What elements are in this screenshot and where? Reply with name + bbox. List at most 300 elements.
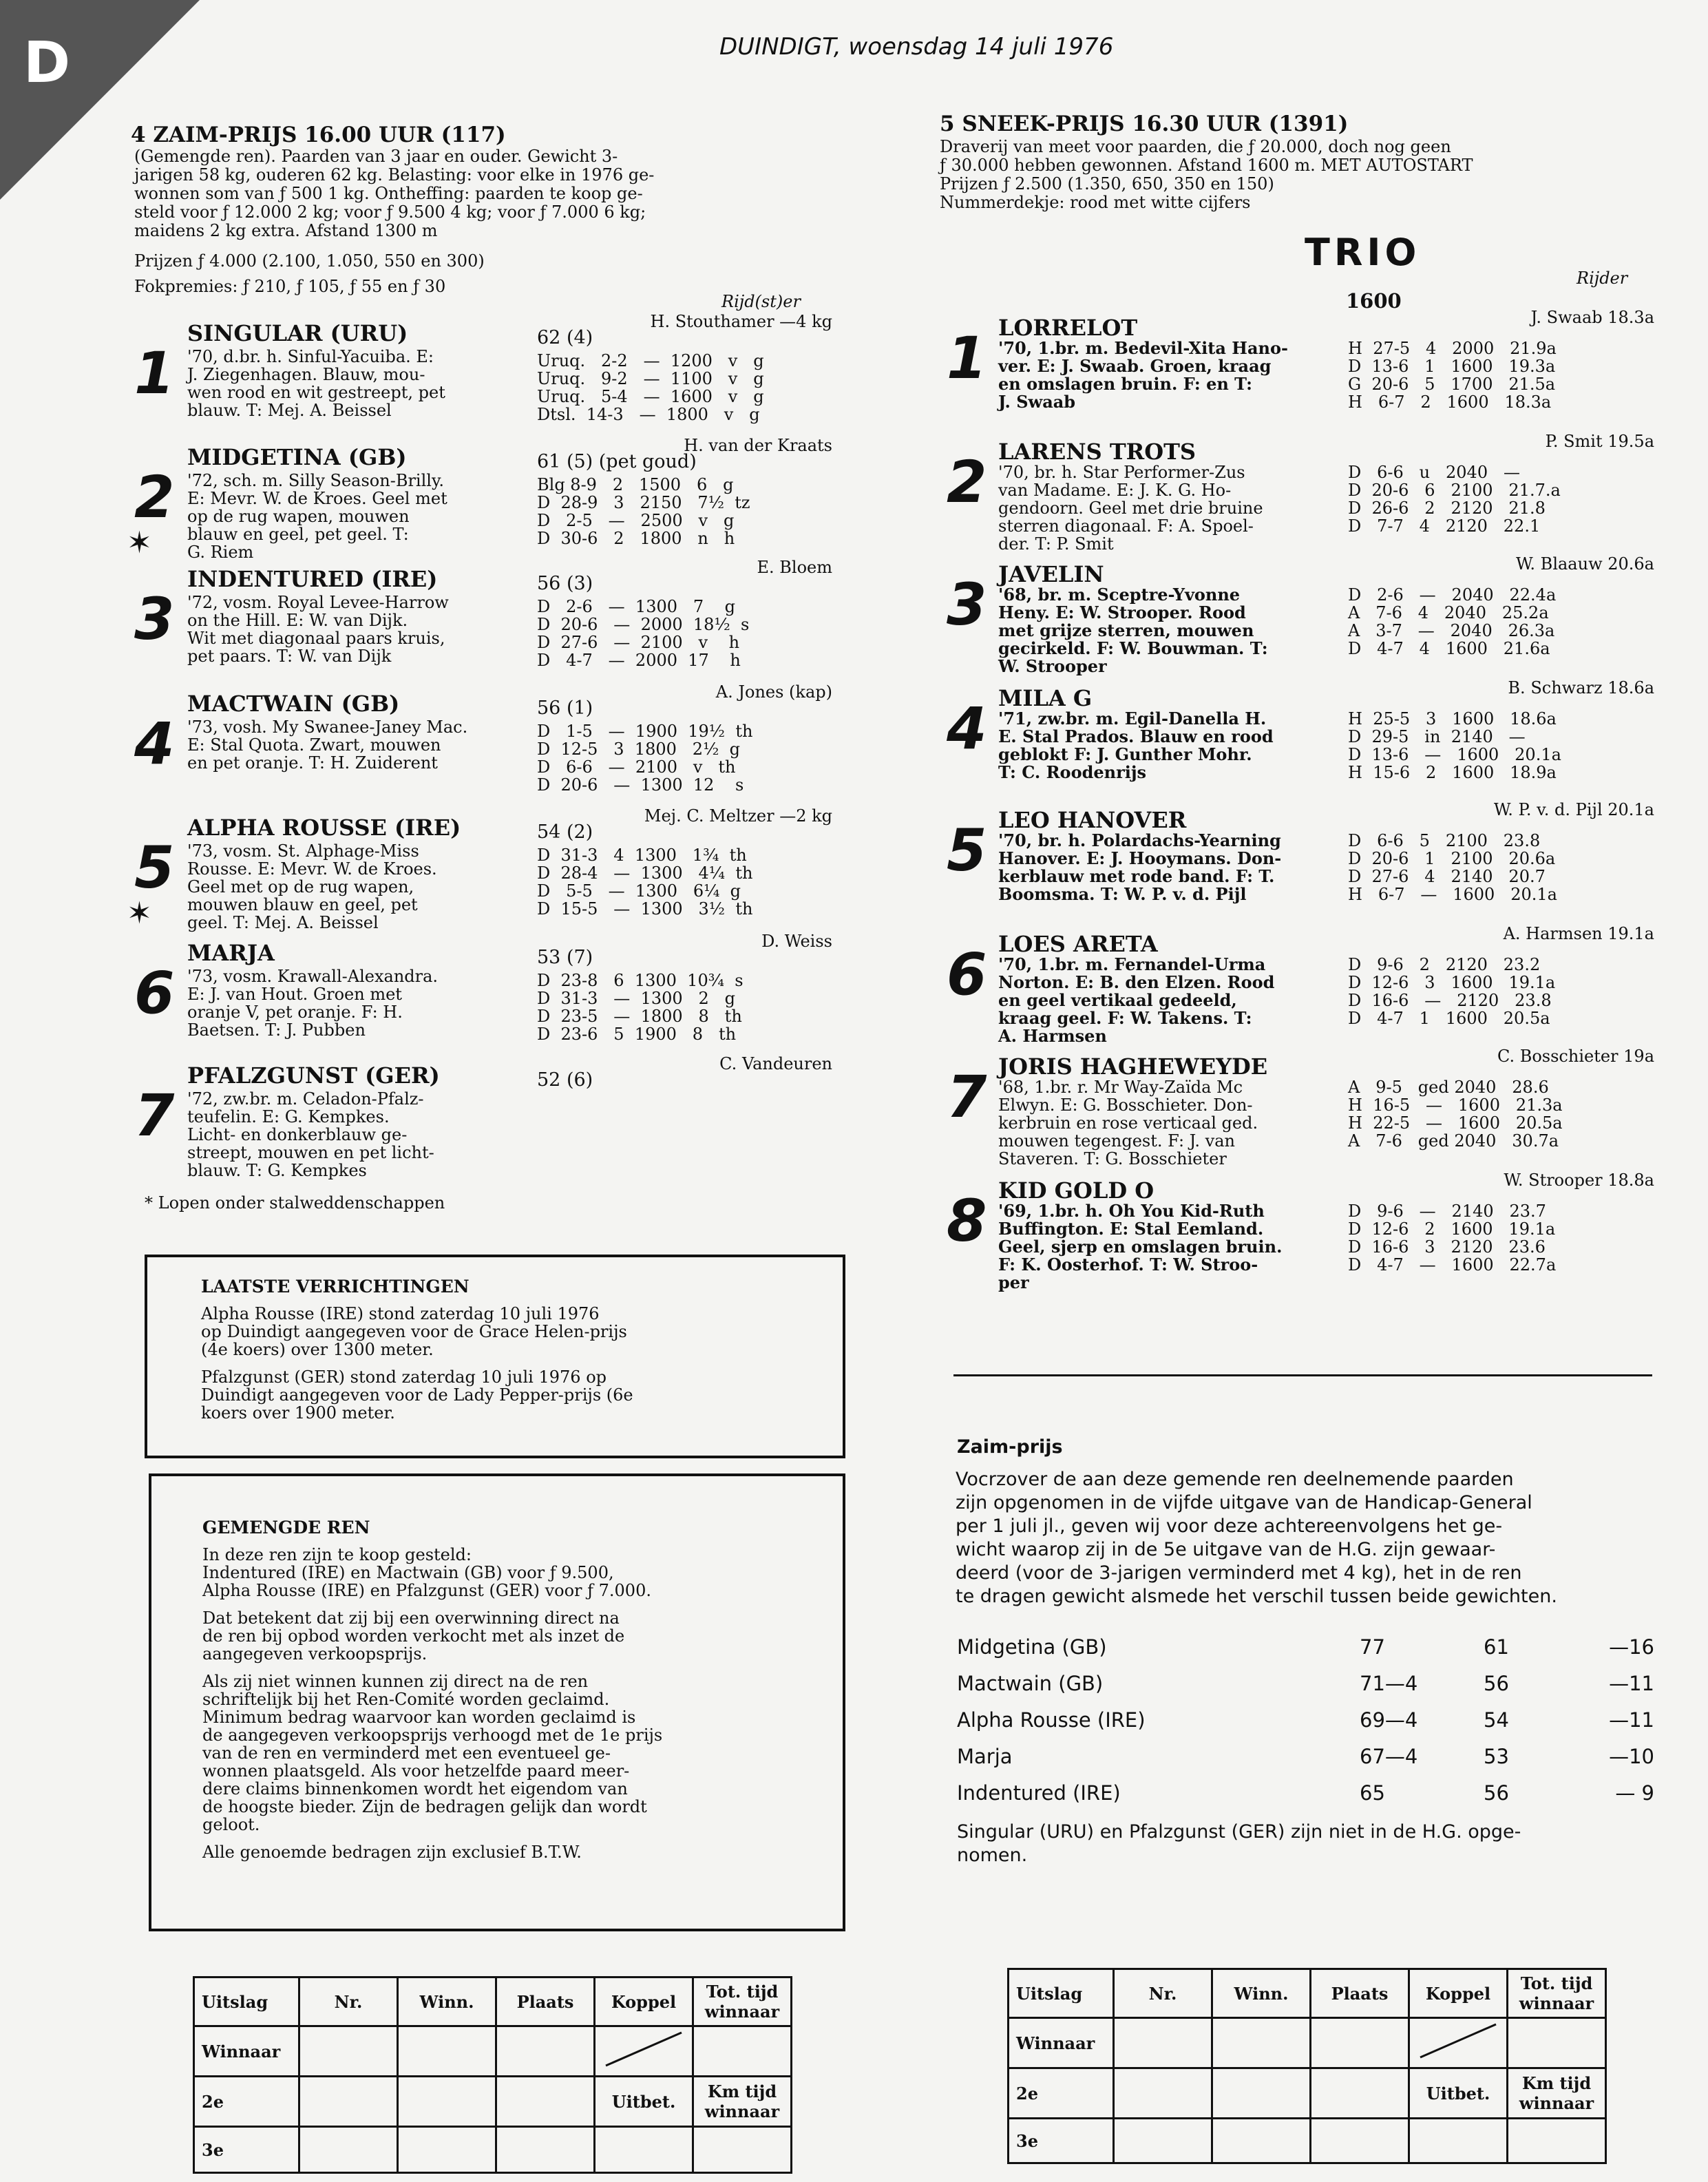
weight-draw: 54 (2) bbox=[537, 821, 593, 843]
run-line: D 2-6 — 1300 7 g bbox=[537, 597, 736, 616]
run-line: D 6-6 5 2100 23.8 bbox=[1348, 831, 1541, 850]
rider-name: D. Weiss bbox=[761, 932, 832, 951]
note-line: Singular (URU) en Pfalzgunst (GER) zijn niet in de H.G. opge- bbox=[957, 1821, 1521, 1843]
box-line: Minimum bedrag waarvoor kan worden geclaimd is bbox=[202, 1708, 636, 1727]
info-line: E. Stal Prados. Blauw en rood bbox=[998, 726, 1274, 746]
blank-cell[interactable] bbox=[693, 2026, 792, 2077]
info-line: '68, br. m. Sceptre-Yvonne bbox=[998, 585, 1241, 605]
form-runs bbox=[537, 476, 750, 547]
info-line: der. T: P. Smit bbox=[998, 534, 1114, 554]
entry-number: 2 bbox=[134, 463, 175, 531]
rider-name: Mej. C. Meltzer —2 kg bbox=[644, 806, 832, 826]
entry-number: 5 bbox=[947, 817, 987, 884]
run-line: D 30-6 2 1800 n h bbox=[537, 529, 735, 548]
rider-name: P. Smit 19.5a bbox=[1545, 432, 1654, 451]
horse-name: INDENTURED (IRE) bbox=[187, 566, 438, 592]
run-line: D 12-6 2 1600 19.1a bbox=[1348, 1219, 1556, 1239]
result-row-label[interactable]: Winnaar bbox=[1009, 2018, 1114, 2068]
info-line: Norton. E: B. den Elzen. Rood bbox=[998, 972, 1275, 992]
info-line: pet paars. T: W. van Dijk bbox=[187, 647, 392, 666]
form-runs bbox=[537, 352, 764, 423]
horse-name: PFALZGUNST (GER) bbox=[187, 1062, 440, 1089]
blank-cell[interactable] bbox=[1114, 2119, 1212, 2163]
run-line: D 28-9 3 2150 7½ tz bbox=[537, 493, 750, 512]
trio-label: TRIO bbox=[1305, 231, 1421, 274]
result-row bbox=[194, 2077, 792, 2127]
stable-star-icon: ✶ bbox=[127, 896, 152, 931]
run-line: H 6-7 — 1600 20.1a bbox=[1348, 885, 1557, 904]
run-line: D 20-6 1 2100 20.6a bbox=[1348, 849, 1556, 868]
result-row-label[interactable]: 2e bbox=[194, 2077, 299, 2127]
laatste-verrichtingen-box bbox=[145, 1255, 845, 1458]
info-line: on the Hill. E: W. van Dijk. bbox=[187, 611, 408, 630]
weight-draw: 53 (7) bbox=[537, 947, 593, 968]
horse-info bbox=[187, 842, 437, 932]
info-line: Hanover. E: J. Hooymans. Don- bbox=[998, 848, 1282, 868]
info-line: kerbruin en rose verticaal ged. bbox=[998, 1113, 1258, 1133]
condition-line: Draverij van meet voor paarden, die ƒ 20.000, doch nog geen bbox=[940, 137, 1451, 156]
info-line: op de rug wapen, mouwen bbox=[187, 507, 410, 526]
info-line: '68, 1.br. r. Mr Way-Zaïda Mc bbox=[998, 1078, 1243, 1097]
blank-cell[interactable] bbox=[1114, 2068, 1212, 2119]
horse-name: MIDGETINA (GB) bbox=[187, 444, 407, 470]
horse-name: MILA G bbox=[998, 685, 1093, 711]
hg-diff: — 9 bbox=[1615, 1781, 1654, 1805]
blank-cell[interactable] bbox=[496, 2127, 595, 2173]
entry-number: 1 bbox=[134, 339, 175, 407]
horse-info bbox=[187, 472, 447, 561]
weight-draw: 56 (1) bbox=[537, 697, 593, 719]
horse-info bbox=[187, 1090, 434, 1179]
race5-conditions bbox=[940, 138, 1473, 212]
info-line: streept, mouwen en pet licht- bbox=[187, 1143, 434, 1162]
blank-cell[interactable] bbox=[1508, 2119, 1606, 2163]
rider-name: A. Jones (kap) bbox=[715, 682, 832, 702]
result-header-cell: Uitslag bbox=[194, 1978, 299, 2026]
hg-carry: 53 bbox=[1484, 1745, 1509, 1768]
horse-name: LORRELOT bbox=[998, 315, 1138, 341]
info-line: gendoorn. Geel met drie bruine bbox=[998, 499, 1263, 518]
run-line: D 31-3 4 1300 1¾ th bbox=[537, 846, 747, 865]
stable-star-icon: ✶ bbox=[127, 525, 152, 560]
weight-draw: 52 (6) bbox=[537, 1069, 593, 1091]
race5-rider-header: Rijder bbox=[1577, 269, 1628, 288]
run-line: D 31-3 — 1300 2 g bbox=[537, 989, 736, 1008]
run-line: D 2-5 — 2500 v g bbox=[537, 511, 735, 530]
info-line: '70, 1.br. m. Bedevil-Xita Hano- bbox=[998, 338, 1288, 358]
horse-info bbox=[998, 832, 1281, 903]
run-line: H 15-6 2 1600 18.9a bbox=[1348, 763, 1557, 782]
info-line: en pet oranje. T: H. Zuiderent bbox=[187, 753, 438, 773]
run-line: D 26-6 2 2120 21.8 bbox=[1348, 499, 1546, 518]
run-line: D 20-6 6 2100 21.7.a bbox=[1348, 481, 1561, 500]
box-line: wonnen plaatsgeld. Als voor hetzelfde paard meer- bbox=[202, 1761, 630, 1781]
result-row-label[interactable]: Winnaar bbox=[194, 2026, 299, 2077]
hg-horse: Indentured (IRE) bbox=[957, 1781, 1121, 1805]
run-line: H 27-5 4 2000 21.9a bbox=[1348, 339, 1557, 358]
box-paragraph bbox=[202, 1609, 829, 1663]
horse-info bbox=[998, 710, 1274, 781]
box-paragraph bbox=[201, 1305, 821, 1358]
info-line: Rousse. E: Mevr. W. de Kroes. bbox=[187, 859, 437, 879]
box-line: Alpha Rousse (IRE) stond zaterdag 10 juli 1976 bbox=[201, 1304, 600, 1323]
box-line: Als zij niet winnen kunnen zij direct na de ren bbox=[202, 1672, 589, 1691]
blank-cell[interactable] bbox=[398, 2026, 496, 2077]
form-runs bbox=[537, 972, 744, 1043]
blank-cell[interactable] bbox=[1311, 2018, 1409, 2068]
race4-heading: 4 ZAIM-PRIJS 16.00 UUR (117) bbox=[131, 123, 506, 147]
slash-mark bbox=[1413, 2020, 1503, 2062]
condition-line: maidens 2 kg extra. Afstand 1300 m bbox=[134, 221, 438, 240]
entry-number: 6 bbox=[947, 941, 987, 1008]
horse-name: LARENS TROTS bbox=[998, 439, 1196, 465]
info-line: '71, zw.br. m. Egil-Danella H. bbox=[998, 709, 1267, 728]
run-line: D 13-6 1 1600 19.3a bbox=[1348, 357, 1556, 376]
horse-name: KID GOLD O bbox=[998, 1177, 1155, 1204]
race4-rider-header: Rijd(st)er bbox=[721, 292, 801, 311]
result-row-label[interactable]: 2e bbox=[1009, 2068, 1114, 2119]
blank-cell[interactable] bbox=[398, 2127, 496, 2173]
entry-number: 7 bbox=[947, 1063, 987, 1131]
run-line: D 27-6 4 2140 20.7 bbox=[1348, 867, 1546, 886]
box-line: dere claims binnenkomen wordt het eigendom van bbox=[202, 1779, 628, 1798]
result-row bbox=[194, 2127, 792, 2173]
horse-info bbox=[187, 718, 467, 772]
info-line: '70, 1.br. m. Fernandel-Urma bbox=[998, 954, 1266, 974]
horse-info bbox=[187, 967, 438, 1039]
result-row-label[interactable]: 3e bbox=[1009, 2119, 1114, 2163]
note-line: nomen. bbox=[957, 1845, 1028, 1866]
box-line: de hoogste bieder. Zijn de bedragen gelijk dan wordt bbox=[202, 1797, 647, 1816]
info-line: met grijze sterren, mouwen bbox=[998, 620, 1254, 640]
blank-cell[interactable] bbox=[1311, 2068, 1409, 2119]
run-line: H 25-5 3 1600 18.6a bbox=[1348, 709, 1557, 728]
box-line: (4e koers) over 1300 meter. bbox=[201, 1340, 434, 1359]
note-line: te dragen gewicht alsmede het verschil tussen beide gewichten. bbox=[956, 1586, 1557, 1607]
blank-cell[interactable] bbox=[496, 2026, 595, 2077]
hg-carry: 56 bbox=[1484, 1781, 1509, 1805]
run-line: Blg 8-9 2 1500 6 g bbox=[537, 475, 734, 494]
info-line: van Madame. E: J. K. G. Ho- bbox=[998, 481, 1232, 500]
box-line: Pfalzgunst (GER) stond zaterdag 10 juli 1976 op bbox=[201, 1367, 607, 1387]
blank-cell[interactable] bbox=[496, 2077, 595, 2127]
box-line: Alpha Rousse (IRE) en Pfalzgunst (GER) voor ƒ 7.000. bbox=[202, 1581, 651, 1600]
hg-carry: 56 bbox=[1484, 1672, 1509, 1695]
note-line: wicht waarop zij in de 5e uitgave van de H.G. zijn gewaar- bbox=[956, 1539, 1496, 1560]
horse-info bbox=[998, 1078, 1258, 1168]
run-line: D 4-7 — 1600 22.7a bbox=[1348, 1255, 1557, 1274]
info-line: Geel, sjerp en omslagen bruin. bbox=[998, 1237, 1283, 1257]
run-line: D 20-6 — 1300 12 s bbox=[537, 775, 744, 795]
run-line: H 6-7 2 1600 18.3a bbox=[1348, 392, 1552, 412]
info-line: T: C. Roodenrijs bbox=[998, 762, 1147, 782]
box-line: Duindigt aangegeven voor de Lady Pepper-prijs (6e bbox=[201, 1385, 633, 1405]
result-header-cell: Nr. bbox=[299, 1978, 398, 2026]
run-line: D 12-6 3 1600 19.1a bbox=[1348, 973, 1556, 992]
rider-name: H. van der Kraats bbox=[684, 436, 832, 455]
result-row-label[interactable]: 3e bbox=[194, 2127, 299, 2173]
run-line: Uruq. 5-4 — 1600 v g bbox=[537, 387, 764, 406]
condition-line: Prijzen ƒ 2.500 (1.350, 650, 350 en 150) bbox=[940, 174, 1274, 193]
result-header-cell: Tot. tijd winnaar bbox=[1508, 1969, 1606, 2018]
run-line: D 1-5 — 1900 19½ th bbox=[537, 722, 753, 741]
box-paragraph bbox=[202, 1546, 829, 1599]
entry-number: 4 bbox=[134, 710, 175, 777]
run-line: D 9-6 — 2140 23.7 bbox=[1348, 1202, 1546, 1221]
blank-cell[interactable] bbox=[1409, 2119, 1508, 2163]
horse-name: LEO HANOVER bbox=[998, 807, 1187, 833]
rider-name: H. Stouthamer —4 kg bbox=[650, 312, 832, 331]
horse-info bbox=[998, 1202, 1282, 1292]
info-line: per bbox=[998, 1272, 1029, 1292]
result-header-cell: Koppel bbox=[595, 1978, 693, 2026]
run-line: D 20-6 — 2000 18½ s bbox=[537, 615, 750, 634]
blank-cell[interactable] bbox=[1311, 2119, 1409, 2163]
run-line: D 6-6 u 2040 — bbox=[1348, 463, 1520, 482]
run-line: A 7-6 4 2040 25.2a bbox=[1348, 603, 1549, 622]
info-line: Heny. E: W. Strooper. Rood bbox=[998, 602, 1246, 622]
form-runs bbox=[537, 598, 749, 669]
uitbet-cell: Uitbet. bbox=[1409, 2068, 1508, 2119]
info-line: F: K. Oosterhof. T: W. Stroo- bbox=[998, 1255, 1258, 1274]
info-line: teufelin. E: G. Kempkes. bbox=[187, 1107, 390, 1126]
result-header-cell: Uitslag bbox=[1009, 1969, 1114, 2018]
run-line: D 23-8 6 1300 10¾ s bbox=[537, 971, 744, 990]
divider-line bbox=[953, 1374, 1652, 1376]
entry-number: 3 bbox=[134, 585, 175, 653]
result-header-cell: Winn. bbox=[398, 1978, 496, 2026]
info-line: W. Strooper bbox=[998, 656, 1107, 676]
run-line: D 13-6 — 1600 20.1a bbox=[1348, 745, 1561, 764]
info-line: J. Ziegenhagen. Blauw, mou- bbox=[187, 365, 425, 384]
run-line: A 7-6 ged 2040 30.7a bbox=[1348, 1131, 1559, 1151]
run-line: Uruq. 9-2 — 1100 v g bbox=[537, 369, 764, 388]
slash-mark bbox=[599, 2028, 688, 2070]
blank-cell[interactable] bbox=[398, 2077, 496, 2127]
zaim-note-footer bbox=[957, 1821, 1521, 1867]
rider-name: C. Vandeuren bbox=[719, 1054, 832, 1073]
box-line: Indentured (IRE) en Mactwain (GB) voor ƒ 9.500, bbox=[202, 1563, 614, 1582]
rider-name: W. Blaauw 20.6a bbox=[1515, 554, 1654, 574]
race5-distance: 1600 bbox=[1346, 289, 1402, 313]
entry-number: 1 bbox=[947, 324, 987, 392]
info-line: '73, vosh. My Swanee-Janey Mac. bbox=[187, 717, 468, 737]
km-tijd-cell: Km tijd winnaar bbox=[1508, 2068, 1606, 2119]
info-line: wen rood en wit gestreept, pet bbox=[187, 383, 445, 402]
entry-number: 3 bbox=[947, 571, 987, 638]
hg-horse: Midgetina (GB) bbox=[957, 1635, 1107, 1659]
info-line: Licht- en donkerblauw ge- bbox=[187, 1125, 408, 1144]
horse-name: MARJA bbox=[187, 940, 275, 966]
entry-number: 6 bbox=[134, 959, 175, 1027]
run-line: H 22-5 — 1600 20.5a bbox=[1348, 1113, 1563, 1133]
box1-body bbox=[201, 1305, 821, 1422]
run-line: D 23-5 — 1800 8 th bbox=[537, 1007, 742, 1026]
run-line: A 9-5 ged 2040 28.6 bbox=[1348, 1078, 1549, 1097]
blank-cell[interactable] bbox=[299, 2077, 398, 2127]
blank-cell[interactable] bbox=[299, 2026, 398, 2077]
entry-number: 2 bbox=[947, 448, 987, 516]
hg-carry: 54 bbox=[1484, 1708, 1509, 1732]
weight-draw: 61 (5) (pet goud) bbox=[537, 451, 697, 472]
box-paragraph bbox=[202, 1672, 829, 1834]
masthead: DUINDIGT, woensdag 14 juli 1976 bbox=[719, 33, 1114, 61]
info-line: '70, d.br. h. Sinful-Yacuiba. E: bbox=[187, 347, 434, 366]
hg-diff: —11 bbox=[1609, 1708, 1654, 1732]
entry-number: 7 bbox=[134, 1082, 175, 1149]
run-line: Dtsl. 14-3 — 1800 v g bbox=[537, 405, 760, 424]
rider-name: A. Harmsen 19.1a bbox=[1503, 924, 1654, 943]
info-line: '70, br. h. Star Performer-Zus bbox=[998, 463, 1245, 482]
form-runs bbox=[1348, 339, 1557, 411]
run-line: D 4-7 4 1600 21.6a bbox=[1348, 639, 1550, 658]
race5-heading: 5 SNEEK-PRIJS 16.30 UUR (1391) bbox=[940, 112, 1349, 136]
condition-line: jarigen 58 kg, ouderen 62 kg. Belasting: voor elke in 1976 ge- bbox=[134, 165, 655, 185]
blank-cell[interactable] bbox=[693, 2127, 792, 2173]
run-line: D 27-6 — 2100 v h bbox=[537, 633, 740, 652]
blank-cell[interactable] bbox=[1212, 2119, 1311, 2163]
form-runs bbox=[1348, 1202, 1556, 1274]
note-line: deerd (voor de 3-jarigen verminderd met 4 kg), het in de ren bbox=[956, 1562, 1522, 1584]
form-runs bbox=[1348, 463, 1561, 535]
run-line: D 2-6 — 2040 22.4a bbox=[1348, 585, 1557, 605]
run-line: D 4-7 — 2000 17 h bbox=[537, 651, 741, 670]
uitbet-cell: Uitbet. bbox=[595, 2077, 693, 2127]
info-line: ver. E: J. Swaab. Groen, kraag bbox=[998, 356, 1272, 376]
run-line: D 16-6 3 2120 23.6 bbox=[1348, 1237, 1546, 1257]
horse-info bbox=[187, 594, 449, 665]
run-line: D 7-7 4 2120 22.1 bbox=[1348, 516, 1541, 536]
info-line: Boomsma. T: W. P. v. d. Pijl bbox=[998, 884, 1247, 904]
hg-horse: Mactwain (GB) bbox=[957, 1672, 1104, 1695]
info-line: '70, br. h. Polardachs-Yearning bbox=[998, 830, 1281, 850]
info-line: oranje V, pet oranje. F: H. bbox=[187, 1003, 403, 1022]
box-line: van de ren en verminderd met een eventueel ge- bbox=[202, 1743, 611, 1763]
condition-line: Nummerdekje: rood met witte cijfers bbox=[940, 193, 1251, 212]
info-line: mouwen blauw en geel, pet bbox=[187, 895, 418, 914]
result-header-row bbox=[194, 1978, 792, 2026]
box-paragraph bbox=[201, 1368, 821, 1422]
hg-diff: —10 bbox=[1609, 1745, 1654, 1768]
result-table bbox=[193, 1976, 792, 2174]
rider-name: J. Swaab 18.3a bbox=[1530, 308, 1654, 327]
info-line: Wit met diagonaal paars kruis, bbox=[187, 629, 445, 648]
run-line: D 29-5 in 2140 — bbox=[1348, 727, 1526, 746]
box-paragraph bbox=[202, 1843, 829, 1861]
form-runs bbox=[1348, 586, 1556, 658]
box-line: de aangegeven verkoopsprijs verhoogd met de 1e prijs bbox=[202, 1725, 663, 1745]
note-line: Vocrzover de aan deze gemende ren deelnemende paarden bbox=[956, 1469, 1514, 1490]
koppel-slash-cell bbox=[595, 2026, 693, 2077]
zaim-note-text bbox=[956, 1468, 1557, 1608]
info-line: '72, vosm. Royal Levee-Harrow bbox=[187, 593, 449, 612]
km-tijd-cell: Km tijd winnaar bbox=[693, 2077, 792, 2127]
info-line: '73, vosm. Krawall-Alexandra. bbox=[187, 967, 439, 986]
result-table bbox=[1007, 1968, 1607, 2164]
box1-title: LAATSTE VERRICHTINGEN bbox=[201, 1277, 470, 1297]
info-line: '72, sch. m. Silly Season-Brilly. bbox=[187, 471, 444, 490]
info-line: '73, vosm. St. Alphage-Miss bbox=[187, 841, 419, 861]
horse-info bbox=[998, 463, 1263, 553]
box-line: de ren bij opbod worden verkocht met als inzet de bbox=[202, 1626, 625, 1646]
form-runs bbox=[1348, 832, 1557, 903]
result-header-cell: Plaats bbox=[1311, 1969, 1409, 2018]
result-row bbox=[1009, 2119, 1606, 2163]
info-line: Buffington. E: Stal Eemland. bbox=[998, 1219, 1264, 1239]
horse-info bbox=[998, 956, 1274, 1045]
run-line: Uruq. 2-2 — 1200 v g bbox=[537, 351, 764, 370]
weight-draw: 56 (3) bbox=[537, 573, 593, 594]
info-line: blauw en geel, pet geel. T: bbox=[187, 525, 409, 544]
blank-cell[interactable] bbox=[1212, 2018, 1311, 2068]
hg-weight: 77 bbox=[1360, 1635, 1385, 1659]
result-row bbox=[1009, 2068, 1606, 2119]
box-line: aangegeven verkoopsprijs. bbox=[202, 1644, 428, 1664]
rider-name: E. Bloem bbox=[757, 558, 832, 577]
info-line: A. Harmsen bbox=[998, 1026, 1107, 1046]
rider-name: B. Schwarz 18.6a bbox=[1508, 678, 1654, 697]
info-line: E: Stal Quota. Zwart, mouwen bbox=[187, 735, 441, 755]
form-runs bbox=[1348, 1078, 1563, 1150]
run-line: H 16-5 — 1600 21.3a bbox=[1348, 1095, 1563, 1115]
run-line: D 28-4 — 1300 4¼ th bbox=[537, 863, 753, 883]
result-header-cell: Plaats bbox=[496, 1978, 595, 2026]
info-line: Staveren. T: G. Bosschieter bbox=[998, 1149, 1227, 1168]
horse-name: JAVELIN bbox=[998, 561, 1104, 587]
form-runs bbox=[537, 722, 752, 794]
box-line: geloot. bbox=[202, 1815, 260, 1834]
blank-cell[interactable] bbox=[1508, 2018, 1606, 2068]
horse-info bbox=[998, 339, 1288, 411]
info-line: G. Riem bbox=[187, 543, 254, 562]
horse-name: JORIS HAGHEWEYDE bbox=[998, 1053, 1268, 1080]
box-line: op Duindigt aangegeven voor de Grace Helen-prijs bbox=[201, 1322, 627, 1341]
blank-cell[interactable] bbox=[299, 2127, 398, 2173]
blank-cell[interactable] bbox=[1212, 2068, 1311, 2119]
info-line: blauw. T: Mej. A. Beissel bbox=[187, 401, 392, 420]
info-line: en omslagen bruin. F: en T: bbox=[998, 374, 1252, 394]
run-line: A 3-7 — 2040 26.3a bbox=[1348, 621, 1555, 640]
condition-line: ƒ 30.000 hebben gewonnen. Afstand 1600 m. MET AUTOSTART bbox=[940, 156, 1473, 175]
info-line: mouwen tegengest. F: J. van bbox=[998, 1131, 1236, 1151]
info-line: J. Swaab bbox=[998, 392, 1076, 412]
info-line: '69, 1.br. h. Oh You Kid-Ruth bbox=[998, 1201, 1265, 1221]
blank-cell[interactable] bbox=[595, 2127, 693, 2173]
info-line: sterren diagonaal. F: A. Spoel- bbox=[998, 516, 1254, 536]
zaim-note-title: Zaim-prijs bbox=[957, 1436, 1063, 1458]
horse-name: MACTWAIN (GB) bbox=[187, 691, 400, 717]
condition-line: (Gemengde ren). Paarden van 3 jaar en ouder. Gewicht 3- bbox=[134, 147, 618, 166]
weight-draw: 62 (4) bbox=[537, 327, 593, 348]
horse-name: ALPHA ROUSSE (IRE) bbox=[187, 815, 461, 841]
entry-number: 4 bbox=[947, 695, 987, 762]
run-line: D 15-5 — 1300 3½ th bbox=[537, 899, 753, 919]
note-line: zijn opgenomen in de vijfde uitgave van de Handicap-General bbox=[956, 1492, 1532, 1513]
run-line: D 6-6 — 2100 v th bbox=[537, 757, 736, 777]
run-line: G 20-6 5 1700 21.5a bbox=[1348, 375, 1556, 394]
form-runs bbox=[537, 846, 752, 918]
result-header-cell: Koppel bbox=[1409, 1969, 1508, 2018]
form-runs bbox=[1348, 956, 1555, 1027]
result-row bbox=[1009, 2018, 1606, 2068]
hg-diff: —16 bbox=[1609, 1635, 1654, 1659]
blank-cell[interactable] bbox=[1114, 2018, 1212, 2068]
entry-number: 5 bbox=[134, 834, 175, 901]
info-line: blauw. T: G. Kempkes bbox=[187, 1161, 367, 1180]
info-line: geblokt F: J. Gunther Mohr. bbox=[998, 744, 1252, 764]
section-letter: D bbox=[23, 30, 71, 96]
run-line: D 23-6 5 1900 8 th bbox=[537, 1025, 737, 1044]
